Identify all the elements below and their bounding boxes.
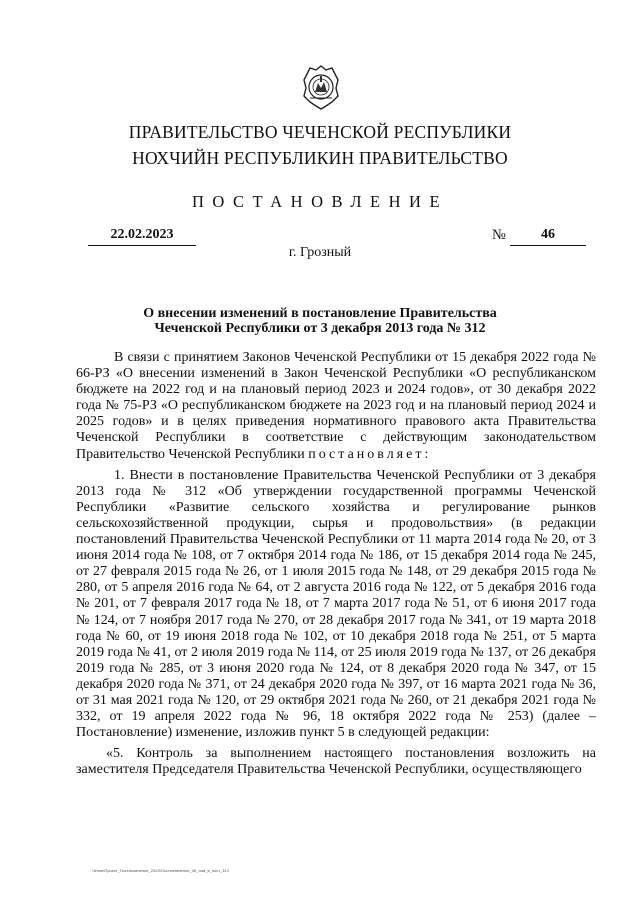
decree-title-line-1: О внесении изменений в постановление Правительства: [143, 306, 497, 321]
government-name-russian: ПРАВИТЕЛЬСТВО ЧЕЧЕНСКОЙ РЕСПУБЛИКИ: [128, 122, 512, 142]
government-name-chechen: НОХЧИЙН РЕСПУБЛИКИН ПРАВИТЕЛЬСТВО: [132, 148, 508, 168]
decree-number: 46: [510, 226, 586, 246]
city-name: г. Грозный: [288, 245, 352, 260]
file-path-footer: Чечня\Проект_Постановление_2023\Постановление_46_изм_в_пост_312: [92, 868, 229, 873]
resolve-word: постановляет:: [308, 446, 432, 462]
coat-of-arms-emblem: [302, 64, 340, 110]
decree-date: 22.02.2023: [88, 226, 196, 246]
number-label: №: [492, 227, 506, 243]
document-body: [76, 350, 596, 783]
preamble-paragraph: [76, 350, 596, 463]
document-type: ПОСТАНОВЛЕНИЕ: [191, 192, 449, 211]
decree-title-line-2: Чеченской Республики от 3 декабря 2013 года № 312: [154, 321, 486, 336]
clause-5-paragraph: «5. Контроль за выполнением настоящего постановления возложить на заместителя Председателя Правительства Чеченской Республики, осуществляющего: [76, 746, 596, 778]
clause-1-paragraph: 1. Внести в постановление Правительства Чеченской Республики от 3 декабря 2013 года № 312 «Об утверждении государственной программы Чеченской Республики «Развитие сельского хозяйства и регулирование рынков сельскохозяйственной продукции, сырья и продовольствия» (в редакции постановлений Правительства Чеченской Республики от 11 марта 2014 года № 20, от 3 июня 2014 года № 108, от 7 октября 2014 года № 186, от 15 декабря 2014 года № 245, от 27 февраля 2015 года № 26, от 1 июля 2015 года № 148, от 29 декабря 2015 года № 280, от 5 апреля 2016 года № 64, от 2 августа 2016 года № 122, от 5 декабря 2016 года № 201, от 7 февраля 2017 года № 18, от 7 марта 2017 года № 51, от 6 июня 2017 года № 124, от 7 ноября 2017 года № 270, от 28 декабря 2017 года № 341, от 19 марта 2018 года № 60, от 19 июня 2018 года № 102, от 10 декабря 2018 года № 251, от 5 марта 2019 года № 41, от 2 июля 2019 года № 114, от 25 июля 2019 года № 137, от 26 декабря 2019 года № 285, от 3 июня 2020 года № 124, от 8 декабря 2020 года № 347, от 15 декабря 2020 года № 371, от 24 декабря 2020 года № 397, от 16 марта 2021 года № 36, от 31 мая 2021 года № 120, от 29 октября 2021 года № 260, от 21 декабря 2021 года № 332, от 19 апреля 2022 года № 96, 18 октября 2022 года № 253) (далее – Постановление) изменение, изложив пункт 5 в следующей редакции:: [76, 467, 596, 741]
preamble-text: В связи с принятием Законов Чеченской Республики от 15 декабря 2022 года № 66-РЗ «О внесении изменений в Закон Чеченской Республики «О республиканском бюджете на 2022 год и на плановый период 2023 и 2024 годов», от 30 декабря 2022 года № 75-РЗ «О республиканском бюджете на 2023 год и на плановый период 2024 и 2025 годов» и в целях приведения нормативного правового акта Правительства Чеченской Республики в соответствие с действующим законодательством Правительство Чеченской Республики: [76, 350, 596, 462]
